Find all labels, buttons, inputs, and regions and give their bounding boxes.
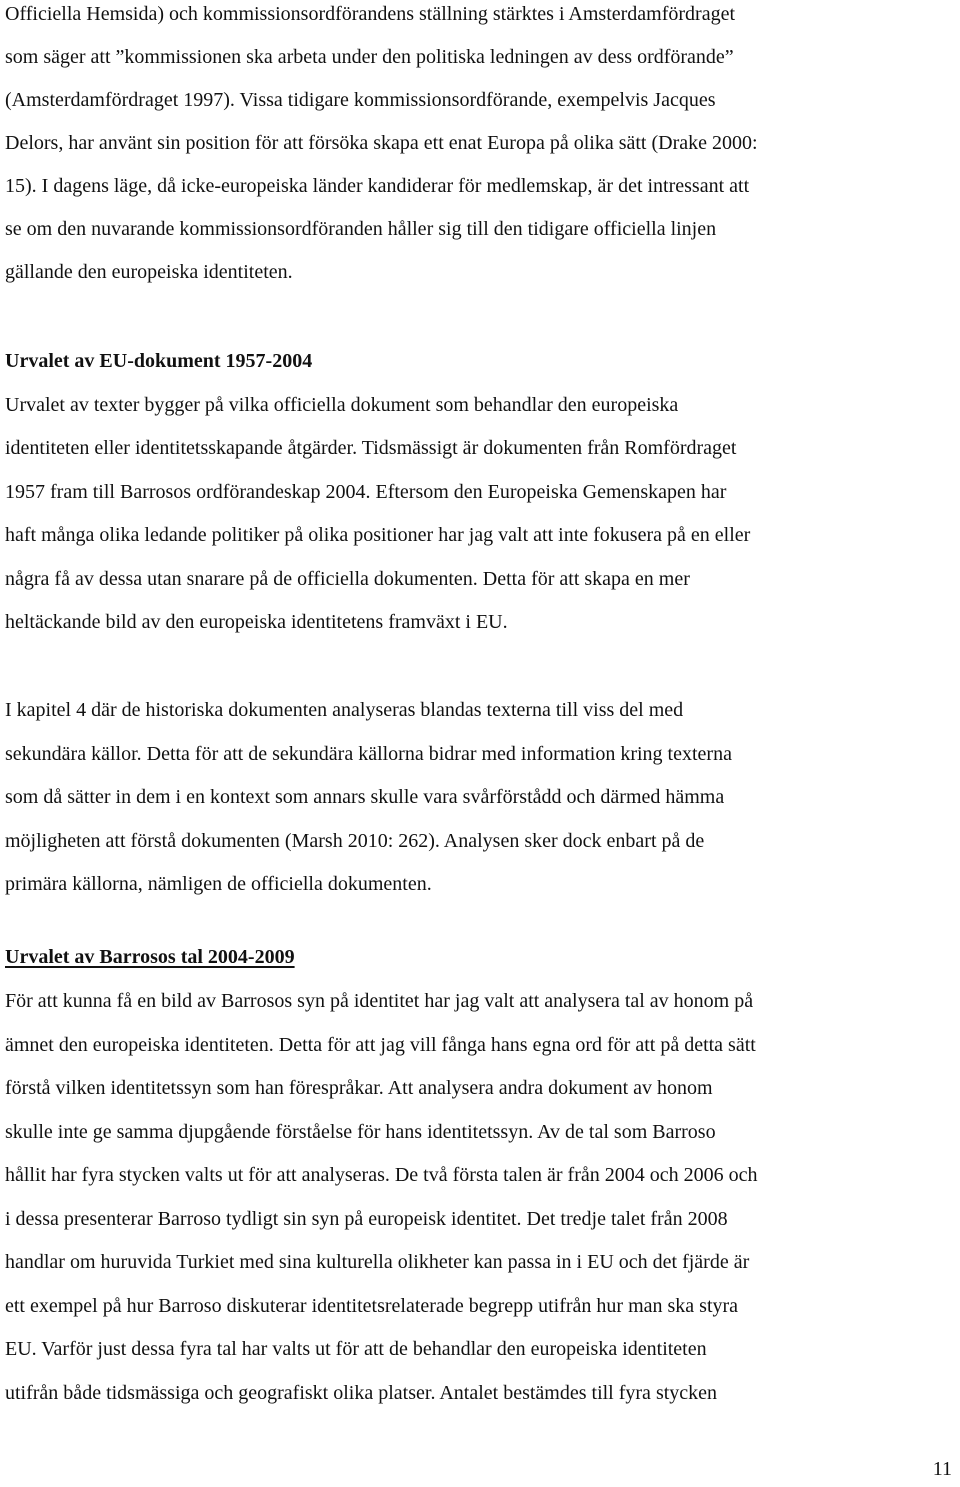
paragraph-line: handlar om huruvida Turkiet med sina kulturella olikheter kan passa in i EU och det fjärde är [5, 1251, 750, 1273]
paragraph-line: identiteten eller identitetsskapande åtgärder. Tidsmässigt är dokumenten från Romfördraget [5, 437, 737, 459]
paragraph-line: i dessa presenterar Barroso tydligt sin syn på europeisk identitet. Det tredje talet från 2008 [5, 1208, 728, 1230]
paragraph-line: 15). I dagens läge, då icke-europeiska länder kandiderar för medlemskap, är det intressant att [5, 175, 750, 197]
paragraph-line: För att kunna få en bild av Barrosos syn på identitet har jag valt att analysera tal av honom på [5, 990, 754, 1012]
section-heading-barroso-speeches: Urvalet av Barrosos tal 2004-2009 [5, 946, 295, 968]
paragraph-line: skulle inte ge samma djupgående förståelse för hans identitetssyn. Av de tal som Barroso [5, 1121, 716, 1143]
paragraph-line: som säger att ”kommissionen ska arbeta under den politiska ledningen av dess ordförande” [5, 46, 734, 68]
paragraph-line: I kapitel 4 där de historiska dokumenten analyseras blandas texterna till viss del med [5, 699, 684, 721]
paragraph-line: ämnet den europeiska identiteten. Detta för att jag vill fånga hans egna ord för att på detta sätt [5, 1034, 756, 1056]
paragraph-line: gällande den europeiska identiteten. [5, 261, 293, 283]
paragraph-line: möjligheten att förstå dokumenten (Marsh 2010: 262). Analysen sker dock enbart på de [5, 830, 705, 852]
paragraph-line: förstå vilken identitetssyn som han förespråkar. Att analysera andra dokument av honom [5, 1077, 713, 1099]
paragraph-line: primära källorna, nämligen de officiella dokumenten. [5, 873, 432, 895]
paragraph-line: Officiella Hemsida) och kommissionsordförandens ställning stärktes i Amsterdamfördraget [5, 3, 736, 25]
paragraph-line: Delors, har använt sin position för att försöka skapa ett enat Europa på olika sätt (Drake 2000: [5, 132, 758, 154]
paragraph-line: sekundära källor. Detta för att de sekundära källorna bidrar med information kring texterna [5, 743, 732, 765]
paragraph-line: heltäckande bild av den europeiska identitetens framväxt i EU. [5, 611, 508, 633]
paragraph-line: se om den nuvarande kommissionsordföranden håller sig till den tidigare officiella linjen [5, 218, 717, 240]
paragraph-line: hållit har fyra stycken valts ut för att analyseras. De två första talen är från 2004 och 2006 och [5, 1164, 758, 1186]
paragraph-line: haft många olika ledande politiker på olika positioner har jag valt att inte fokusera på en eller [5, 524, 751, 546]
paragraph-line: ett exempel på hur Barroso diskuterar identitetsrelaterade begrepp utifrån hur man ska styra [5, 1295, 739, 1317]
paragraph-line: (Amsterdamfördraget 1997). Vissa tidigare kommissionsordförande, exempelvis Jacques [5, 89, 716, 111]
section-heading-eu-documents: Urvalet av EU-dokument 1957-2004 [5, 350, 313, 372]
paragraph-line: några få av dessa utan snarare på de officiella dokumenten. Detta för att skapa en mer [5, 568, 690, 590]
paragraph-line: 1957 fram till Barrosos ordförandeskap 2004. Eftersom den Europeiska Gemenskapen har [5, 481, 727, 503]
paragraph-line: som då sätter in dem i en kontext som annars skulle vara svårförstådd och därmed hämma [5, 786, 725, 808]
paragraph-line: EU. Varför just dessa fyra tal har valts ut för att de behandlar den europeiska identiteten [5, 1338, 707, 1360]
paragraph-line: Urvalet av texter bygger på vilka officiella dokument som behandlar den europeiska [5, 394, 679, 416]
paragraph-line: utifrån både tidsmässiga och geografiskt olika platser. Antalet bestämdes till fyra stycken [5, 1382, 718, 1404]
page-number: 11 [932, 1458, 952, 1480]
